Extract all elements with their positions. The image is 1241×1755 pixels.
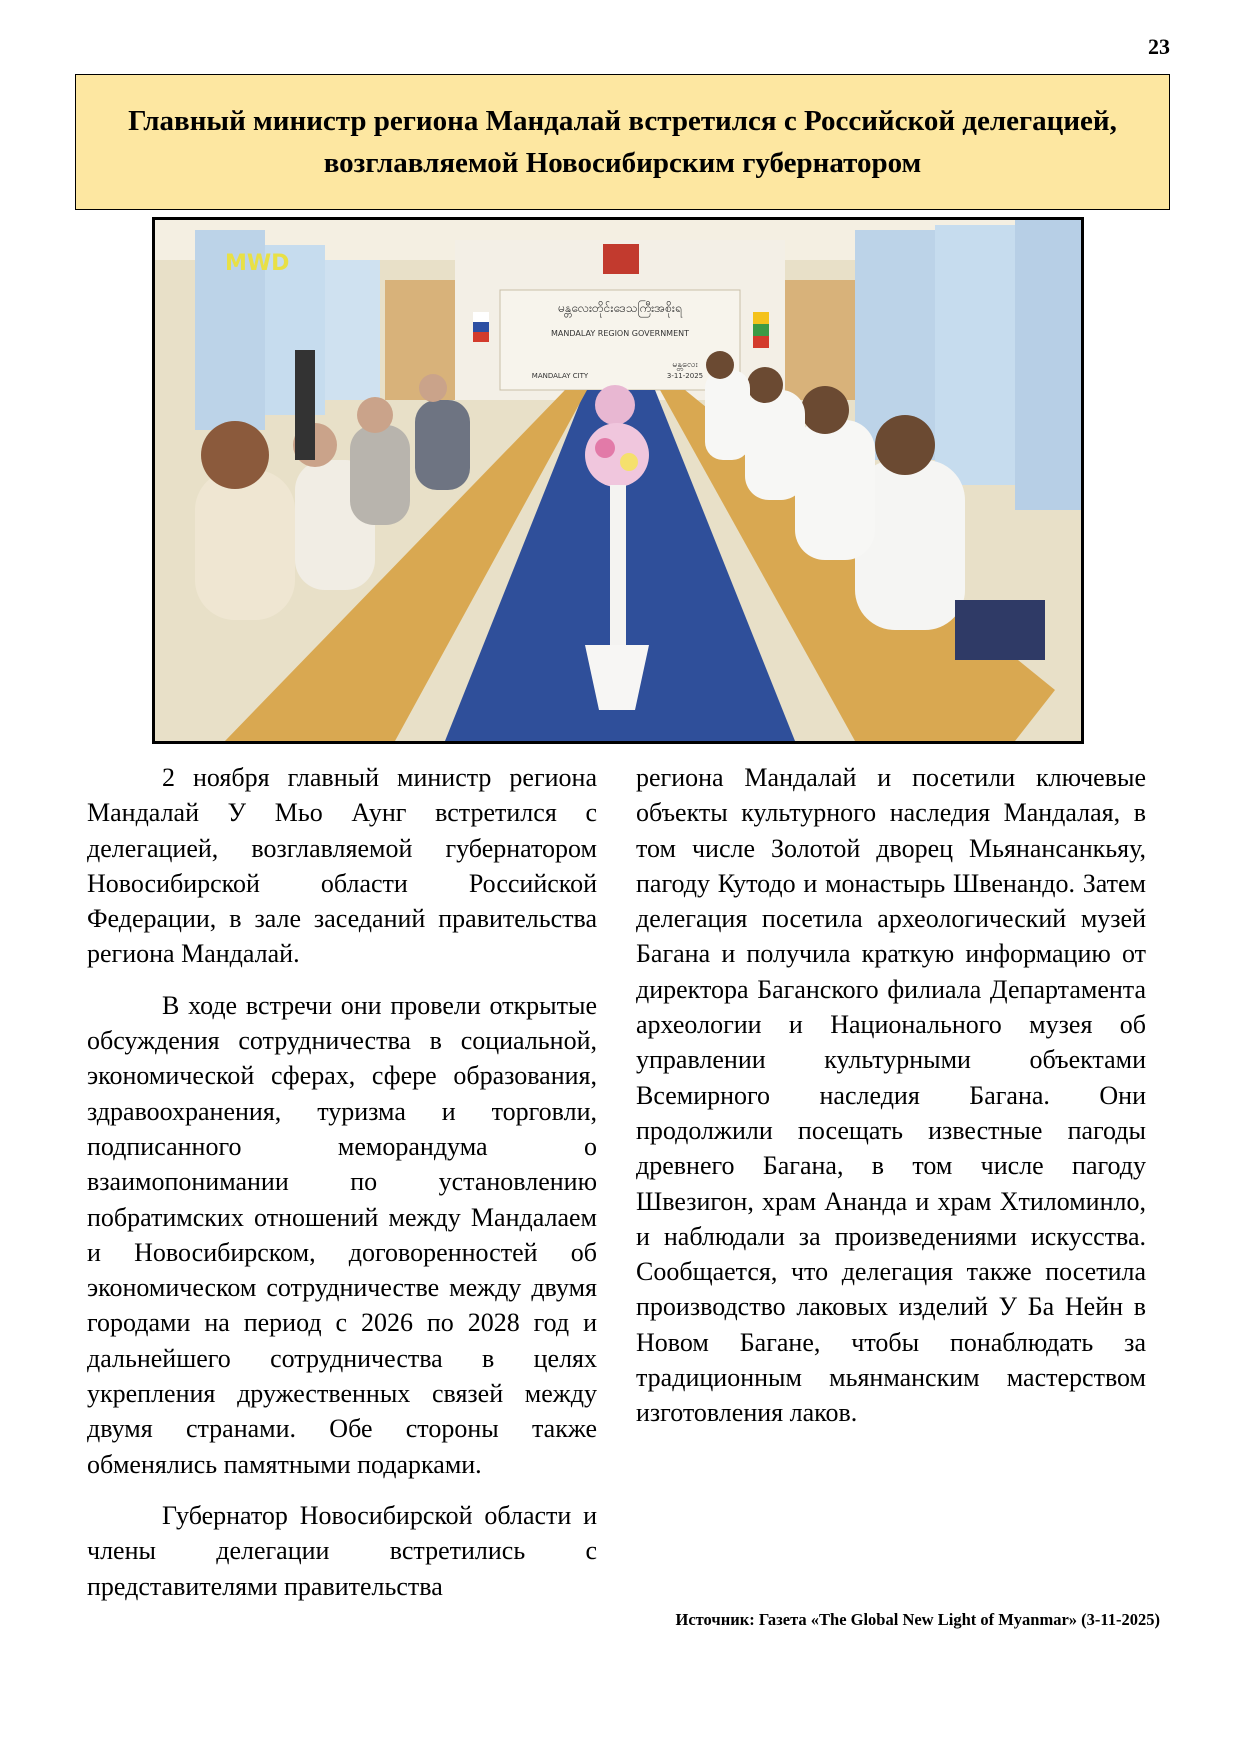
article-column-right <box>636 760 1146 1447</box>
article-column-left <box>87 760 597 1620</box>
wall-sign-date-myanmar: မန္တလေး <box>672 360 698 370</box>
headline: Главный министр региона Мандалай встретился с Российской делегацией, возглавляемой Новосибирским губернатором <box>128 105 1117 179</box>
wall-sign-myanmar: မန္တလေးတိုင်းဒေသကြီးအစိုးရ <box>558 301 682 315</box>
paragraph-1: 2 ноября главный министр региона Мандалай У Мьо Аунг встретился с делегацией, возглавляемой губернатором Новосибирской области Российской Федерации, в зале заседаний правительства региона Мандалай. <box>87 763 597 969</box>
paragraph-3: Губернатор Новосибирской области и члены делегации встретились с представителями правительства <box>87 1500 597 1601</box>
paragraph-3-continued: региона Мандалай и посетили ключевые объекты культурного наследия Мандалая, в том числе Золотой дворец Мьянансанкьяу, пагоду Кутодо и монастырь Швенандо. Затем делегация посетила археологический музей Багана и получила краткую информацию от директора Баганского филиала Департамента археологии и Национального музея об управлении культурными объектами Всемирного наследия Багана. Они продолжили посещать известные пагоды древнего Багана, в том числе пагоду Швезигон, храм Ананда и храм Хтиломинло, и наблюдали за произведениями искусства. Сообщается, что делегация также посетила производство лаковых изделий У Ба Нейн в Новом Багане, чтобы понаблюдать за традиционным мьянманским мастерством изготовления лаков. <box>636 763 1146 1428</box>
wall-sign-english: MANDALAY REGION GOVERNMENT <box>550 329 690 338</box>
meeting-photo <box>152 217 1084 744</box>
source-credit: Источник: Газета «The Global New Light of Myanmar» (3-11-2025) <box>675 1610 1160 1629</box>
wall-sign-city: MANDALAY CITY <box>531 372 589 380</box>
headline-box <box>75 74 1170 210</box>
meeting-room-illustration <box>155 220 1081 741</box>
page-number: 23 <box>1148 34 1170 59</box>
wall-sign-date: 3-11-2025 <box>666 372 704 380</box>
broadcaster-logo: MWD <box>225 251 290 276</box>
paragraph-2: В ходе встречи они провели открытые обсуждения сотрудничества в социальной, экономической сферах, сфере образования, здравоохранения, туризма и торговли, подписанного меморандума о взаимопонимании по установлению побратимских отношений между Мандалаем и Новосибирском, договоренностей об экономическом сотрудничестве между двумя городами на период с 2026 по 2028 год и дальнейшего сотрудничества в целях укрепления дружественных связей между двумя странами. Обе стороны также обменялись памятными подарками. <box>87 990 597 1479</box>
